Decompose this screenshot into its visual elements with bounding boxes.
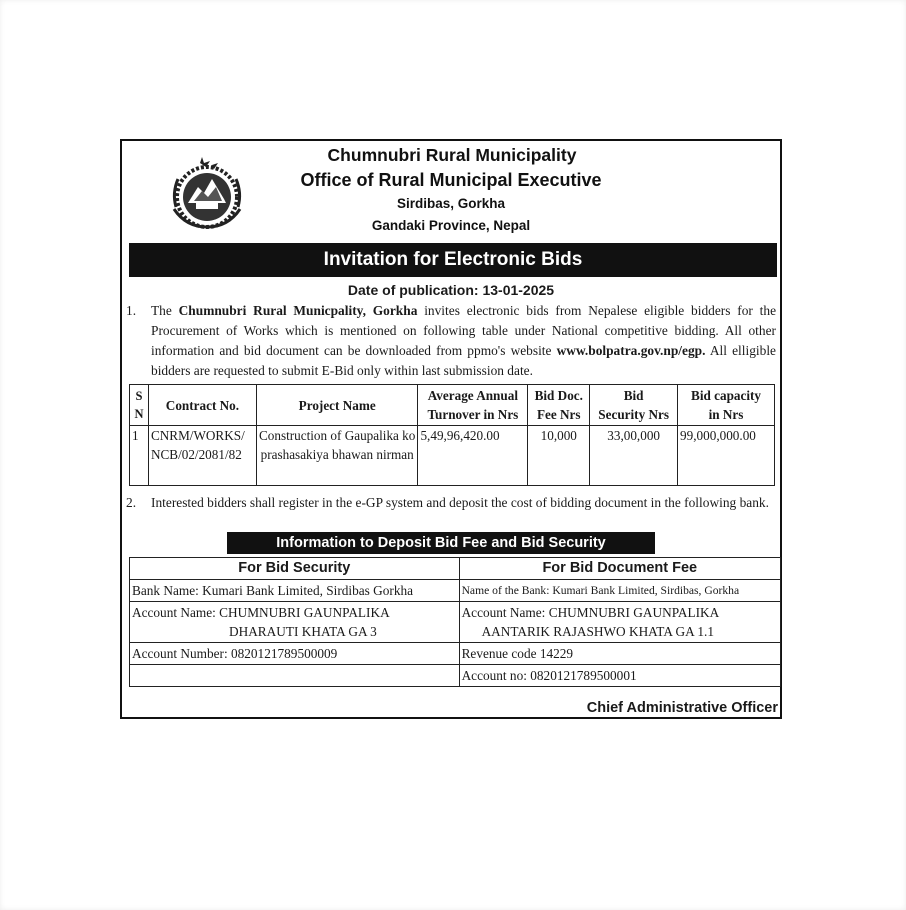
paragraph-1 (126, 301, 776, 381)
paragraph-text: The Chumnubri Rural Municpality, Gorkha invites electronic bids from Nepalese eligible bidders for the Procurement of Works which is mentioned on following table under National competitive bidding. All other information and bid document can be downloaded from ppmo's website www.bolpatra.gov.np/egp. All elligible bidders are requested to submit E-Bid only within last submission date. (151, 303, 777, 378)
cell-project: Construction of Gaupalika ko prashasakiya bhawan nirman (256, 426, 418, 486)
municipality-name: Chumnubri Rural Municipality (327, 145, 577, 165)
office-name: Office of Rural Municipal Executive (300, 170, 602, 190)
doc-fee-heading: For Bid Document Fee (459, 558, 780, 580)
col-project: Project Name (256, 385, 418, 426)
office-heading (122, 143, 780, 237)
col-contract: Contract No. (148, 385, 256, 426)
cell-capacity: 99,000,000.00 (678, 426, 775, 486)
cell-security: 33,00,000 (590, 426, 678, 486)
paragraph-number: 2. (126, 495, 137, 510)
security-account-number: Account Number: 0820121789500009 (130, 643, 460, 665)
docfee-revenue-code: Revenue code 14229 (459, 643, 780, 665)
docfee-bank-name: Name of the Bank: Kumari Bank Limited, Sirdibas, Gorkha (459, 580, 780, 602)
deposit-info-title: Information to Deposit Bid Fee and Bid Security (227, 532, 655, 554)
security-account-name: Account Name: CHUMNUBRI GAUNPALIKA DHARAUTI KHATA GA 3 (130, 602, 460, 643)
deposit-header-row (130, 558, 781, 580)
bid-security-heading: For Bid Security (130, 558, 460, 580)
table-row (130, 426, 775, 486)
notice-header (122, 141, 780, 245)
bid-table (129, 384, 775, 486)
paragraph-number: 1. (126, 303, 137, 318)
cell-docfee: 10,000 (528, 426, 590, 486)
office-location: Sirdibas, Gorkha (396, 196, 506, 211)
empty-cell (130, 665, 460, 687)
cell-contract: CNRM/WORKS/ NCB/02/2081/82 (148, 426, 256, 486)
paragraph-text: Interested bidders shall register in the e-GP system and deposit the cost of bidding document in the following bank. (151, 495, 769, 510)
notice-title: Invitation for Electronic Bids (129, 243, 777, 277)
col-turnover: Average Annual Turnover in Nrs (418, 385, 528, 426)
table-row (130, 580, 781, 602)
bid-notice (120, 139, 782, 719)
publication-date: Date of publication: 13-01-2025 (347, 282, 555, 298)
table-header-row (130, 385, 775, 426)
paragraph-2 (126, 493, 776, 513)
security-bank-name: Bank Name: Kumari Bank Limited, Sirdibas Gorkha (130, 580, 460, 602)
col-capacity: Bid capacity in Nrs (678, 385, 775, 426)
table-row (130, 665, 781, 687)
cell-turnover: 5,49,96,420.00 (418, 426, 528, 486)
office-province: Gandaki Province, Nepal (371, 218, 531, 233)
deposit-table (129, 557, 781, 687)
signatory: Chief Administrative Officer (586, 700, 778, 716)
table-row (130, 643, 781, 665)
table-row (130, 602, 781, 643)
col-docfee: Bid Doc. Fee Nrs (528, 385, 590, 426)
cell-sn: 1 (130, 426, 149, 486)
docfee-account-name: Account Name: CHUMNUBRI GAUNPALIKA AANTARIK RAJASHWO KHATA GA 1.1 (459, 602, 780, 643)
col-security: Bid Security Nrs (590, 385, 678, 426)
col-sn: S N (130, 385, 149, 426)
docfee-account-number: Account no: 0820121789500001 (459, 665, 780, 687)
